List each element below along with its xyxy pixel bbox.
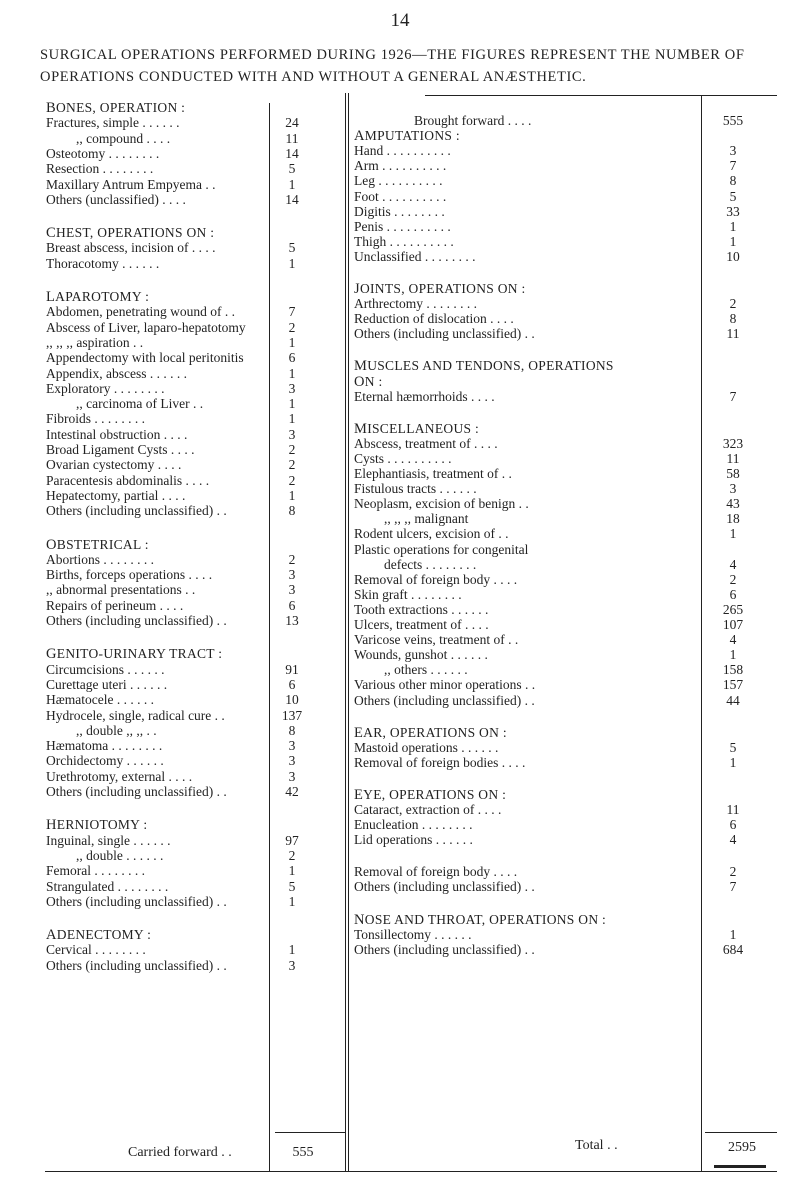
row-label: Abdomen, penetrating wound of . . <box>46 304 235 320</box>
row-value: 8 <box>288 503 296 519</box>
row-value: 6 <box>729 586 737 602</box>
table-row <box>0 769 800 784</box>
row-label: Others (including unclassified) . . <box>46 613 227 628</box>
table-row <box>0 326 800 341</box>
row-value: 1 <box>729 233 737 249</box>
table-row <box>0 802 800 817</box>
row-label: Broad Ligament Cysts . . . . <box>46 442 195 457</box>
table-row <box>0 481 800 496</box>
row-value: 91 <box>285 661 299 677</box>
row-label: Rodent ulcers, excision of . . <box>354 526 509 542</box>
row-label: Strangulated . . . . . . . . <box>46 878 169 894</box>
row-label: Thoracotomy . . . . . . <box>46 255 160 271</box>
table-row <box>0 662 800 677</box>
section-heading <box>0 358 800 373</box>
row-label: Others (including unclassified) . . <box>354 941 535 957</box>
table-row <box>0 113 800 131</box>
table-row <box>0 496 800 511</box>
row-value: 2 <box>288 319 296 335</box>
row-label: defects . . . . . . . . <box>384 556 477 572</box>
table-row <box>0 693 800 708</box>
section-heading-label: OBSTETRICAL : <box>46 536 149 553</box>
row-value: 1 <box>288 365 296 381</box>
table-row <box>0 755 800 770</box>
carried-forward-value: 555 <box>292 1145 314 1160</box>
row-value: 2 <box>288 442 296 457</box>
row-label: Others (including unclassified) . . <box>46 893 227 909</box>
row-value: 6 <box>288 676 296 692</box>
row-value: 1 <box>729 926 737 942</box>
row-label: Neoplasm, excision of benign . . <box>354 496 529 512</box>
section-heading-label: MISCELLANEOUS : <box>354 420 480 437</box>
row-label: Others (unclassified) . . . . <box>46 191 186 207</box>
row-label: Abortions . . . . . . . . <box>46 551 154 567</box>
table-row <box>0 740 800 755</box>
row-label: Wounds, gunshot . . . . . . <box>354 647 488 663</box>
row-label: ,, abnormal presentations . . <box>46 582 196 598</box>
carried-forward-rule <box>275 1132 345 1133</box>
section-heading <box>0 722 800 741</box>
table-row <box>0 647 800 662</box>
section-heading-label: EAR, OPERATIONS ON : <box>354 724 507 741</box>
row-value: 1 <box>288 396 296 412</box>
section-heading <box>0 281 800 296</box>
section-heading <box>0 128 800 143</box>
row-label: Arm . . . . . . . . . . <box>354 158 447 174</box>
row-label: Others (including unclassified) . . <box>354 326 535 342</box>
row-value: 1 <box>288 893 296 909</box>
table-row <box>0 942 800 957</box>
page-title: SURGICAL OPERATIONS PERFORMED DURING 1926—THE FIGURES REPRESENT THE NUMBER OF OPERATIONS CONDUCTED WITH AND WITHOUT A GENERAL ANÆSTHETIC. <box>40 47 745 85</box>
row-value: 5 <box>729 188 737 204</box>
row-value: 7 <box>288 304 296 320</box>
table-row <box>0 677 800 692</box>
row-value: 5 <box>288 878 296 894</box>
row-value: 1 <box>288 411 296 427</box>
row-label: Others (including unclassified) . . <box>354 692 535 708</box>
row-value: 137 <box>281 707 303 723</box>
section-heading <box>0 787 800 802</box>
row-value: 1 <box>288 176 296 192</box>
row-label: Fibroids . . . . . . . . <box>46 411 146 427</box>
row-value: 14 <box>285 191 299 207</box>
table-row <box>0 296 800 311</box>
row-value: 11 <box>726 450 740 466</box>
row-value: 6 <box>288 350 296 366</box>
total-label: Total . . <box>575 1138 618 1153</box>
row-label: Cervical . . . . . . . . <box>46 942 146 958</box>
row-value: 5 <box>288 240 296 256</box>
row-value: 2 <box>288 847 296 863</box>
section-heading-label: ADENECTOMY : <box>46 927 152 944</box>
table-row <box>0 572 800 587</box>
row-value: 265 <box>722 601 744 617</box>
table-row <box>0 879 800 894</box>
row-label: Hepatectomy, partial . . . . <box>46 487 186 503</box>
table-row <box>0 436 800 451</box>
row-value: 2 <box>288 457 296 473</box>
row-value: 4 <box>729 632 737 648</box>
row-value: 2 <box>288 472 296 488</box>
row-value: 3 <box>288 738 296 754</box>
row-label: Plastic operations for congenital <box>354 541 529 557</box>
row-label: Femoral . . . . . . . . <box>46 863 145 879</box>
row-label: Cataract, extraction of . . . . <box>354 802 502 817</box>
row-label: Leg . . . . . . . . . . <box>354 173 443 189</box>
row-label: Arthrectomy . . . . . . . . <box>354 296 477 312</box>
row-label: Penis . . . . . . . . . . <box>354 218 451 234</box>
row-label: Hæmatoma . . . . . . . . <box>46 738 163 754</box>
row-value: 158 <box>722 662 744 678</box>
row-value: 2 <box>729 296 737 312</box>
table-row <box>0 927 800 942</box>
row-value: 7 <box>729 158 737 174</box>
row-label: Varicose veins, treatment of . . <box>354 632 519 648</box>
row-label: Ovarian cystectomy . . . . <box>46 457 182 473</box>
table-row <box>0 143 800 158</box>
row-label: Digitis . . . . . . . . <box>354 203 445 219</box>
row-value: 44 <box>726 692 740 708</box>
table-row <box>0 526 800 541</box>
row-value: 5 <box>288 161 296 177</box>
row-label: Others (including unclassified) . . <box>46 957 227 973</box>
row-label: Hand . . . . . . . . . . <box>354 143 451 159</box>
table-row <box>0 817 800 832</box>
section-heading-label: ON : <box>354 373 383 390</box>
page-number: 14 <box>390 10 410 31</box>
row-label: Abscess of Liver, laparo-hepatotomy <box>46 319 246 335</box>
row-value: 3 <box>288 957 296 973</box>
row-label: Removal of foreign bodies . . . . <box>354 754 526 770</box>
section-heading-label: HERNIOTOMY : <box>46 817 148 834</box>
row-label: Abscess, treatment of . . . . <box>354 435 498 451</box>
row-label: Paracentesis abdominalis . . . . <box>46 472 210 488</box>
row-label: Fractures, simple . . . . . . <box>46 115 180 131</box>
row-label: Removal of foreign body . . . . <box>354 864 518 880</box>
row-label: Thigh . . . . . . . . . . <box>354 233 454 249</box>
table-row <box>0 708 800 723</box>
table-row <box>0 249 800 264</box>
row-value: 10 <box>726 248 740 264</box>
row-value: 8 <box>729 173 737 189</box>
row-value: 10 <box>285 692 299 708</box>
row-value: 1 <box>729 218 737 234</box>
row-label: Skin graft . . . . . . . . <box>354 586 462 602</box>
row-value: 13 <box>285 613 299 628</box>
row-label: Lid operations . . . . . . <box>354 832 473 848</box>
row-label: Hydrocele, single, radical cure . . <box>46 707 225 723</box>
row-label: Removal of foreign body . . . . <box>354 571 518 587</box>
row-label: Foot . . . . . . . . . . <box>354 188 447 204</box>
row-label: Elephantiasis, treatment of . . <box>354 466 512 481</box>
row-label: Tooth extractions . . . . . . <box>354 601 489 617</box>
row-label: Hæmatocele . . . . . . <box>46 692 154 708</box>
row-value: 3 <box>288 380 296 396</box>
row-value: 7 <box>729 388 737 404</box>
table-row <box>0 557 800 572</box>
row-value: 3 <box>288 426 296 442</box>
table-row <box>0 158 800 173</box>
table-row <box>0 848 800 863</box>
row-label: Enucleation . . . . . . . . <box>354 817 473 833</box>
table-row <box>0 204 800 219</box>
row-value: 1 <box>288 863 296 879</box>
row-label: ,, double ,, ,, . . <box>76 722 157 738</box>
row-value: 2 <box>729 864 737 880</box>
row-value: 8 <box>288 722 296 738</box>
row-value: 7 <box>729 879 737 895</box>
table-row <box>0 958 800 973</box>
row-value: 58 <box>726 466 740 481</box>
table-row <box>0 219 800 234</box>
row-label: Eternal hæmorrhoids . . . . <box>354 388 495 404</box>
table-row <box>0 466 800 481</box>
row-value: 42 <box>285 784 299 799</box>
row-label: ,, ,, ,, malignant <box>384 511 469 527</box>
row-value: 5 <box>729 739 737 755</box>
row-label: ,, double . . . . . . <box>76 847 164 863</box>
row-label: Breast abscess, incision of . . . . <box>46 240 216 256</box>
row-value: 1 <box>729 647 737 663</box>
carried-forward-label: Carried forward . . <box>128 1145 232 1160</box>
row-value: 4 <box>729 832 737 848</box>
row-label: Circumcisions . . . . . . <box>46 661 165 677</box>
row-value: 97 <box>285 832 299 848</box>
section-heading-label: BONES, OPERATION : <box>46 100 186 116</box>
row-value: 1 <box>729 526 737 542</box>
row-label: Intestinal obstruction . . . . <box>46 426 188 442</box>
table-row <box>0 234 800 249</box>
top-rule <box>425 95 777 96</box>
section-heading <box>0 374 800 389</box>
row-label: Exploratory . . . . . . . . <box>46 380 165 396</box>
total-underline <box>714 1165 766 1168</box>
section-heading-label: MUSCLES AND TENDONS, OPERATIONS <box>354 358 614 375</box>
row-value: 8 <box>729 311 737 327</box>
row-value: 107 <box>722 617 744 632</box>
row-label: Inguinal, single . . . . . . <box>46 832 171 848</box>
row-value: 1 <box>288 942 296 958</box>
row-label: Births, forceps operations . . . . <box>46 567 213 583</box>
row-value: 6 <box>288 597 296 613</box>
row-label: Appendix, abscess . . . . . . <box>46 365 187 381</box>
row-value: 1 <box>729 754 737 770</box>
row-label: Others (including unclassified) . . <box>46 503 227 519</box>
row-label: Unclassified . . . . . . . . <box>354 248 476 264</box>
total-rule <box>705 1132 777 1133</box>
row-label: Reduction of dislocation . . . . <box>354 311 514 327</box>
row-value: 3 <box>288 768 296 784</box>
section-heading-label: LAPAROTOMY : <box>46 289 150 305</box>
row-value: 18 <box>726 511 740 527</box>
row-value: 1 <box>288 255 296 271</box>
section-heading-label: GENITO-URINARY TRACT : <box>46 646 223 663</box>
table-row <box>0 832 800 847</box>
row-label: Others (including unclassified) . . <box>46 784 227 799</box>
row-label: Fistulous tracts . . . . . . <box>354 481 477 497</box>
section-heading-label: EYE, OPERATIONS ON : <box>354 786 507 803</box>
row-value: 3 <box>288 582 296 598</box>
row-value: 14 <box>285 145 299 161</box>
table-row <box>0 451 800 466</box>
row-label: Resection . . . . . . . . <box>46 161 154 177</box>
row-label: Tonsillectomy . . . . . . <box>354 926 472 942</box>
row-label: Osteotomy . . . . . . . . <box>46 145 160 161</box>
row-label: ,, compound . . . . <box>76 130 171 146</box>
row-label: Appendectomy with local peritonitis <box>46 350 244 366</box>
row-value: 4 <box>729 556 737 572</box>
section-heading <box>0 421 800 436</box>
row-value: 157 <box>722 677 744 693</box>
section-heading <box>0 912 800 927</box>
row-label: Others (including unclassified) . . <box>354 879 535 895</box>
section-heading-label: NOSE AND THROAT, OPERATIONS ON : <box>354 911 607 928</box>
bottom-rule <box>45 1171 777 1172</box>
row-value: 33 <box>726 203 740 219</box>
row-value: 3 <box>288 567 296 583</box>
row-label: Ulcers, treatment of . . . . <box>354 617 489 632</box>
row-value: 11 <box>285 130 299 146</box>
row-label: Curettage uteri . . . . . . <box>46 676 168 692</box>
row-value: 323 <box>722 435 744 451</box>
row-label: ,, carcinoma of Liver . . <box>76 396 204 412</box>
row-value: 2 <box>288 551 296 567</box>
row-value: 1 <box>288 487 296 503</box>
section-heading-label: CHEST, OPERATIONS ON : <box>46 225 215 242</box>
table-row <box>0 173 800 188</box>
row-value: 3 <box>729 143 737 159</box>
row-value: 1 <box>288 334 296 350</box>
row-label: ,, ,, ,, aspiration . . <box>46 334 144 350</box>
row-value: 11 <box>726 326 740 342</box>
row-label: Urethrotomy, external . . . . <box>46 768 193 784</box>
row-value: 11 <box>726 802 740 817</box>
table-row <box>0 542 800 557</box>
row-label: Orchidectomy . . . . . . <box>46 753 164 769</box>
table-row <box>0 189 800 204</box>
row-value: 2 <box>729 571 737 587</box>
table-row <box>0 617 800 632</box>
row-label: Various other minor operations . . <box>354 677 536 693</box>
row-value: 6 <box>729 817 737 833</box>
table-row <box>0 511 800 526</box>
row-label: Mastoid operations . . . . . . <box>354 739 499 755</box>
row-value: 3 <box>288 753 296 769</box>
row-label: Cysts . . . . . . . . . . <box>354 450 452 466</box>
row-value: 24 <box>285 115 299 131</box>
row-label: Repairs of perineum . . . . <box>46 597 184 613</box>
table-row <box>0 632 800 647</box>
row-label: ,, others . . . . . . <box>384 662 468 678</box>
row-label: Brought forward . . . . <box>414 113 532 128</box>
row-value: 3 <box>729 481 737 497</box>
table-row <box>0 864 800 879</box>
row-value: 684 <box>722 941 744 957</box>
table-row <box>0 894 800 909</box>
table-row <box>0 311 800 326</box>
row-value: 43 <box>726 496 740 512</box>
table-row <box>0 602 800 617</box>
table-row <box>0 389 800 404</box>
row-value: 555 <box>722 113 744 128</box>
table-row <box>0 587 800 602</box>
section-heading-label: JOINTS, OPERATIONS ON : <box>354 281 526 297</box>
row-label: Maxillary Antrum Empyema . . <box>46 176 216 192</box>
section-heading-label: AMPUTATIONS : <box>354 128 460 145</box>
total-value: 2595 <box>728 1140 756 1155</box>
